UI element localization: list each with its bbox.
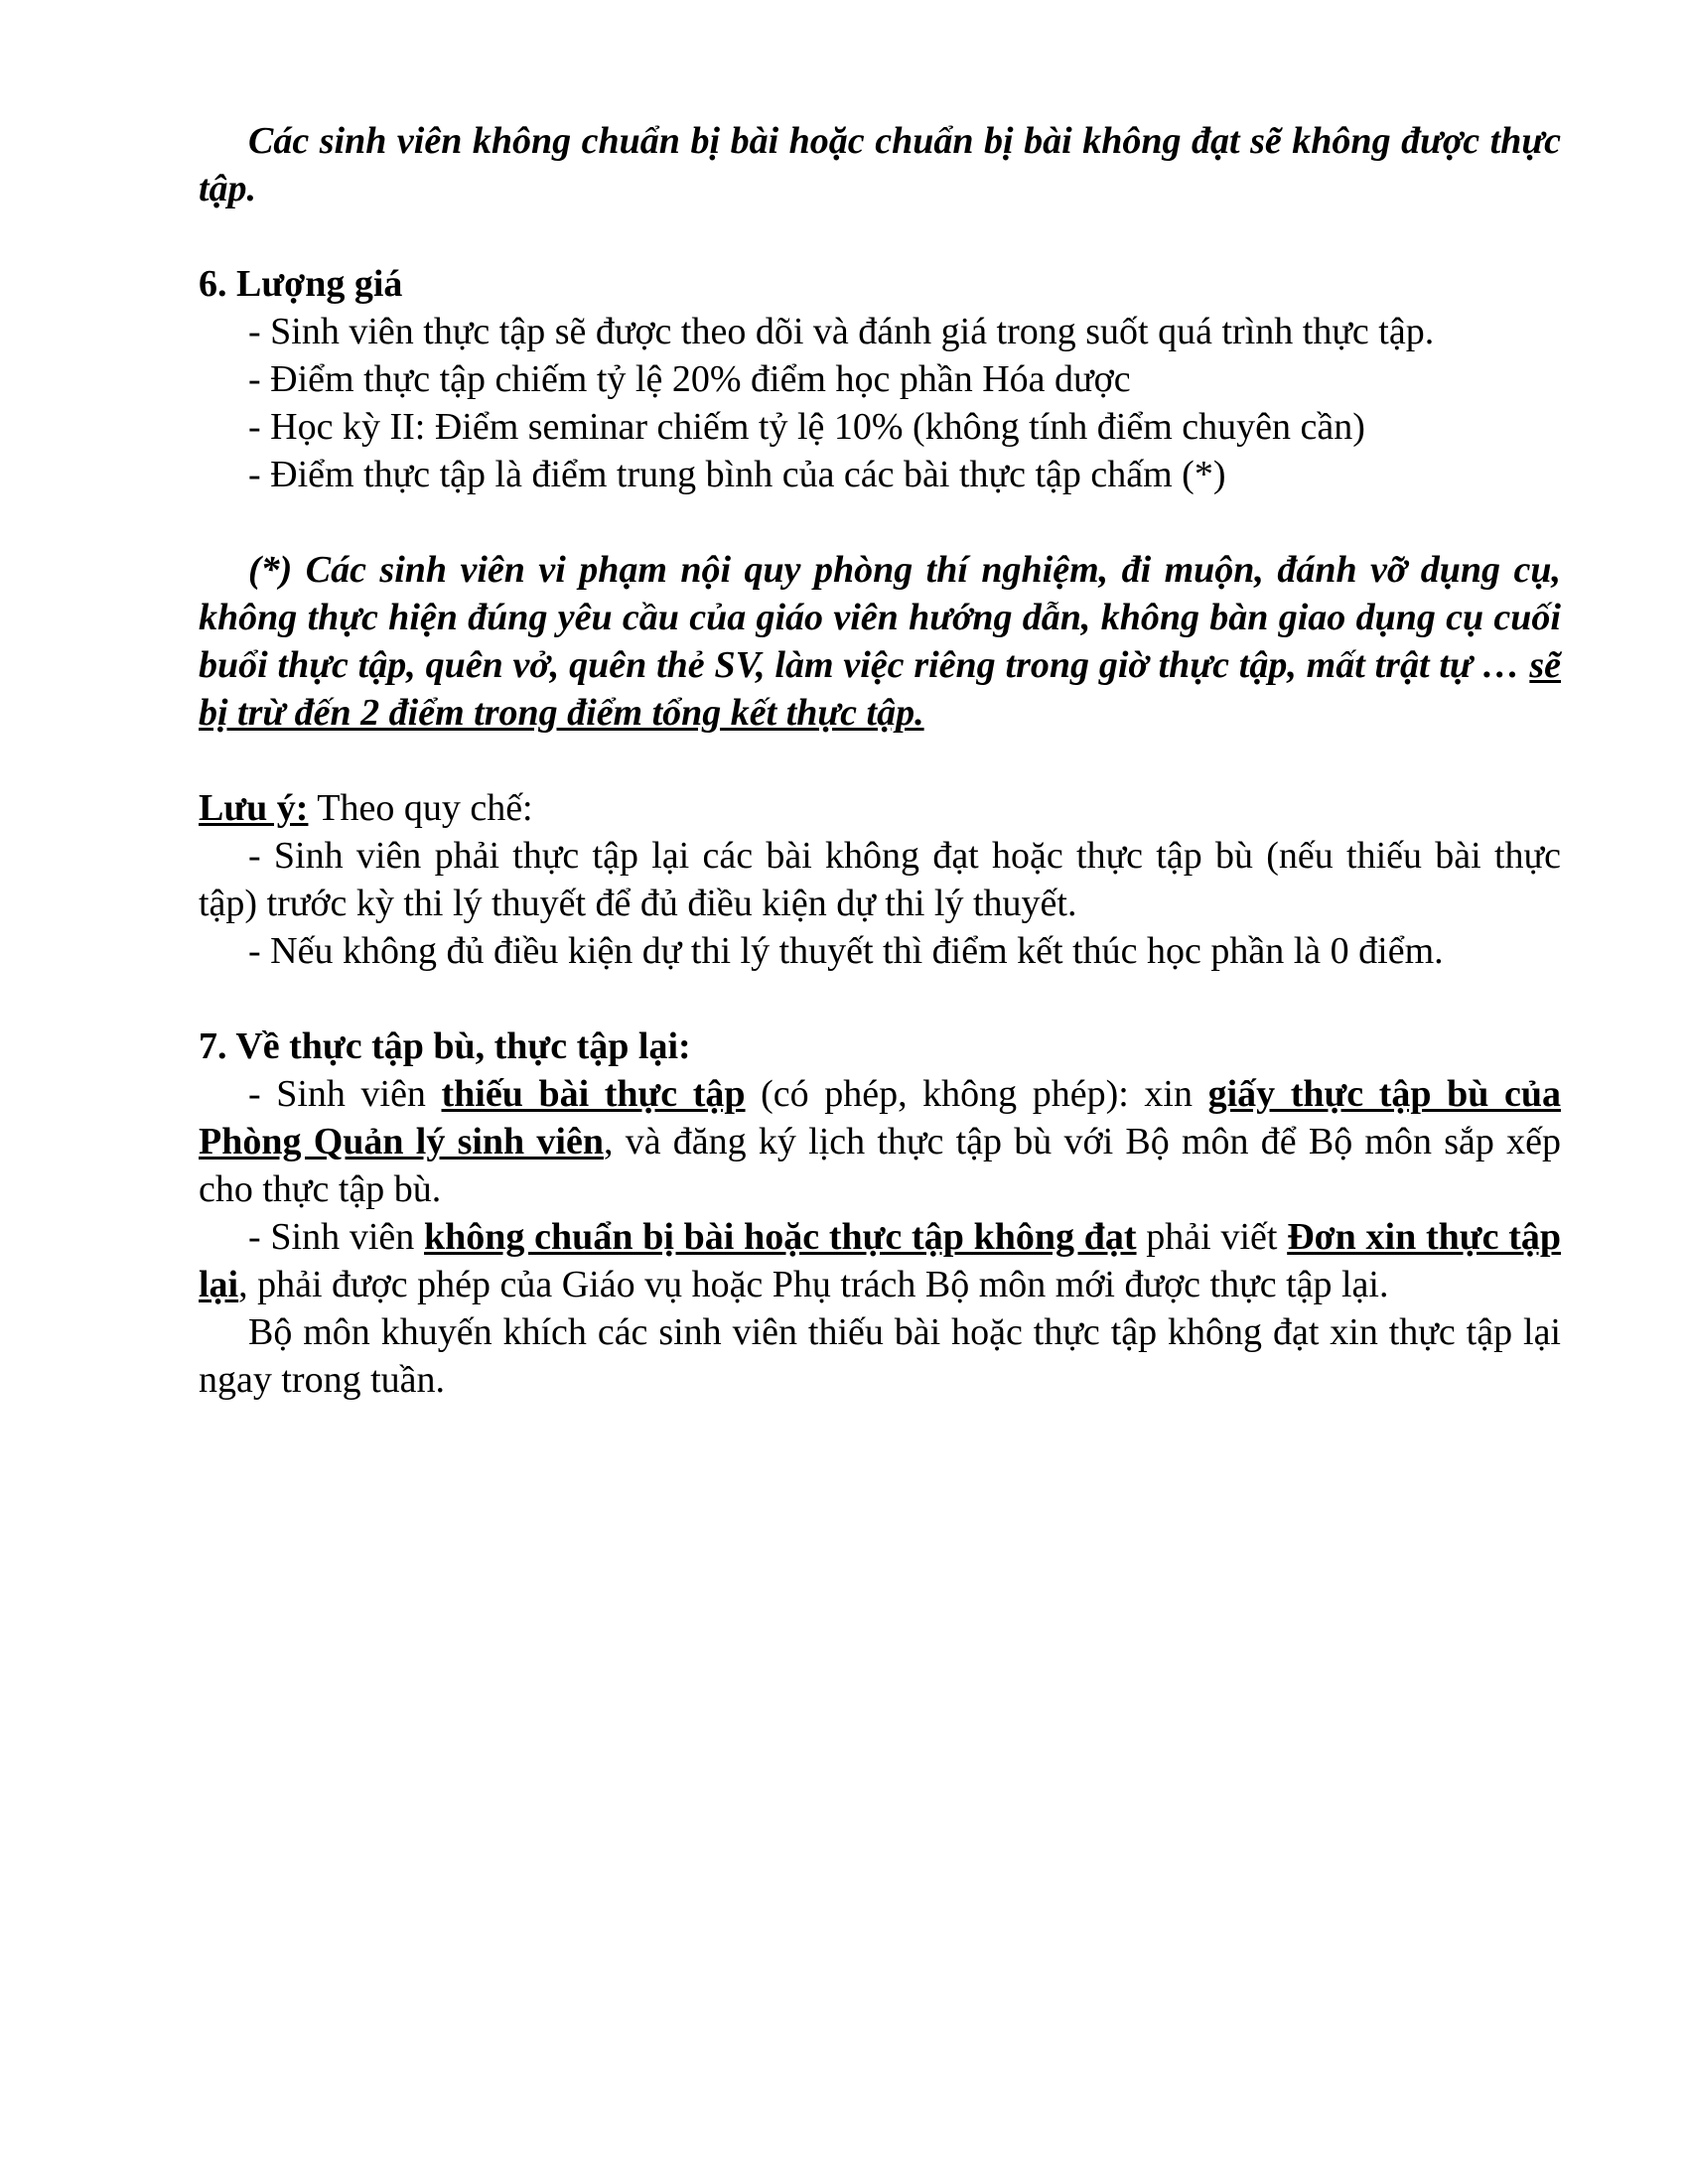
penalty-note (199, 546, 1561, 737)
section-6-item: - Học kỳ II: Điểm seminar chiếm tỷ lệ 10% (không tính điểm chuyên cần) (248, 406, 1365, 448)
text-run: - Sinh viên (248, 1073, 442, 1115)
section-6-item: - Sinh viên thực tập sẽ được theo dõi và đánh giá trong suốt quá trình thực tập. (248, 311, 1435, 352)
section-6-heading: 6. Lượng giá (199, 263, 403, 305)
penalty-note-text: (*) Các sinh viên vi phạm nội quy phòng thí nghiệm, đi muộn, đánh vỡ dụng cụ, không thực hiện đúng yêu cầu của giáo viên hướng dẫn, không bàn giao dụng cụ cuối buổi thực tập, quên vở, quên thẻ SV, làm việc riêng trong giờ thực tập, mất trật tự … (199, 549, 1561, 686)
emphasis-run: giấy thực tập bù của Phòng Quản lý sinh viên (199, 1073, 1561, 1162)
text-run: phải viết (1136, 1216, 1288, 1258)
intro-paragraph: Các sinh viên không chuẩn bị bài hoặc chuẩn bị bài không đạt sẽ không được thực tập. (199, 120, 1561, 209)
emphasis-run: không chuẩn bị bài hoặc thực tập không đạt (424, 1216, 1137, 1258)
section-7-paragraph-1 (199, 1070, 1561, 1213)
text-run: , và đăng ký lịch thực tập bù với Bộ môn để Bộ môn sắp xếp cho thực tập bù. (199, 1121, 1561, 1210)
section-7-paragraph-3: Bộ môn khuyến khích các sinh viên thiếu bài hoặc thực tập không đạt xin thực tập lại ngay trong tuần. (199, 1311, 1561, 1401)
emphasis-run: thiếu bài thực tập (441, 1073, 746, 1115)
text-run: - Sinh viên (248, 1216, 425, 1258)
section-7-heading: 7. Về thực tập bù, thực tập lại: (199, 1025, 691, 1067)
note-lead (199, 784, 1561, 832)
section-7-paragraph-2 (199, 1213, 1561, 1308)
spacer (199, 975, 1561, 1023)
document-page (199, 117, 1561, 1404)
note-item: - Nếu không đủ điều kiện dự thi lý thuyết thì điểm kết thúc học phần là 0 điểm. (248, 930, 1444, 972)
note-label: Lưu ý: (199, 787, 309, 829)
text-run: (có phép, không phép): xin (745, 1073, 1208, 1115)
emphasis-run: Đơn xin thực tập lại (199, 1216, 1561, 1305)
note-lead-text: Theo quy chế: (308, 787, 533, 829)
penalty-note-underlined: sẽ bị trừ đến 2 điểm trong điểm tổng kết thực tập. (199, 644, 1561, 734)
spacer (199, 498, 1561, 546)
spacer (199, 212, 1561, 260)
note-item: - Sinh viên phải thực tập lại các bài không đạt hoặc thực tập bù (nếu thiếu bài thực tập) trước kỳ thi lý thuyết để đủ điều kiện dự thi lý thuyết. (199, 835, 1561, 924)
section-6-item: - Điểm thực tập là điểm trung bình của các bài thực tập chấm (*) (248, 454, 1226, 495)
text-run: , phải được phép của Giáo vụ hoặc Phụ trách Bộ môn mới được thực tập lại. (238, 1264, 1389, 1305)
spacer (199, 737, 1561, 784)
section-6-item: - Điểm thực tập chiếm tỷ lệ 20% điểm học phần Hóa dược (248, 358, 1131, 400)
